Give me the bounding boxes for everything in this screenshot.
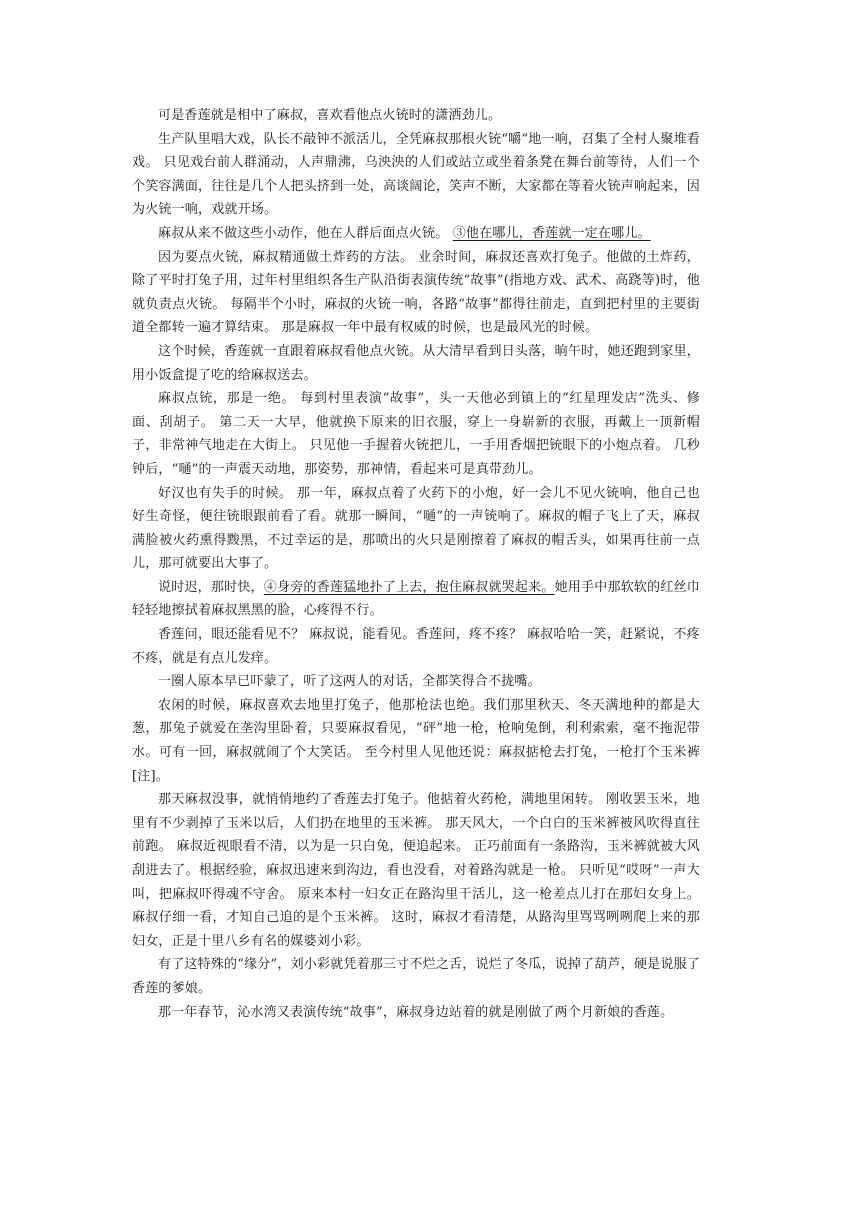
paragraph [132, 340, 700, 387]
underlined-sentence: ④身旁的香莲猛地扑了上去，抱住麻叔就哭起来。 [263, 579, 555, 595]
text-run: 这个时候，香莲就一直跟着麻叔看他点火铳。从大清早看到日头落，晌午时，她还跑到家里，用小饭盒提了吃的给麻叔送去。 [132, 343, 700, 383]
paragraph [132, 222, 700, 246]
paragraph [132, 576, 700, 623]
text-run: 麻叔点铳，那是一绝。 每到村里表演“故事”，头一天他必到镇上的“红星理发店”洗头、修面、刮胡子。 第二天一大早，他就换下原来的旧衣服，穿上一身崭新的衣服，再戴上一顶新帽子，非常神气地走在大街上。 只见他一手握着火铳把儿，一手用香烟把铳眼下的小炮点着。 几秒钟后，“嗵”的一声震天动地，那姿势，那神情，看起来可是真带劲儿。 [132, 391, 700, 477]
paragraph [132, 246, 700, 340]
paragraph [132, 128, 700, 222]
text-run: 麻叔从来不做这些小动作，他在人群后面点火铳。 [158, 225, 453, 241]
paragraph [132, 387, 700, 481]
paragraph [132, 953, 700, 1000]
text-run: 说时迟，那时快， [158, 579, 264, 595]
text-run: 可是香莲就是相中了麻叔，喜欢看他点火铳时的潇洒劲儿。 [158, 108, 502, 123]
paragraph [132, 104, 700, 128]
text-run: 那一年春节，沁水湾又表演传统“故事”，麻叔身边站着的就是刚做了两个月新娘的香莲。 [158, 1004, 674, 1020]
text-run: 有了这特殊的“缘分”，刘小彩就凭着那三寸不烂之舌，说烂了冬瓜，说掉了葫芦，硬是说服了香莲的爹娘。 [132, 957, 700, 996]
text-run: 一圈人原本早已吓蒙了，听了这两人的对话，全都笑得合不拢嘴。 [158, 674, 541, 690]
paragraph [132, 1001, 700, 1025]
text-run: 因为要点火铳，麻叔精通做土炸药的方法。 业余时间，麻叔还喜欢打兔子。他做的土炸药，除了平时打兔子用，过年村里组织各生产队沿街表演传统“故事”(指地方戏、武术、高跷等)时，他就负责点火铳。 每隔半个小时，麻叔的火铳一响，各路“故事”都得往前走，直到把村里的主要街道全都转一遍才算结束。 那是麻叔一年中最有权威的时候，也是最风光的时候。 [132, 249, 700, 336]
paragraph [132, 694, 700, 788]
text-run: 好汉也有失手的时候。 那一年，麻叔点着了火药下的小炮，好一会儿不见火铳响，他自己也好生奇怪，便往铳眼跟前看了看。就那一瞬间，“嗵”的一声铳响了。麻叔的帽子飞上了天，麻叔满脸被火药熏得黢黑，不过幸运的是，那喷出的火只是刚擦着了麻叔的帽舌头，如果再往前一点儿，那可就要出大事了。 [132, 485, 700, 572]
text-run: 那天麻叔没事，就悄悄地约了香莲去打兔子。他掂着火药枪，满地里闲转。 刚收罢玉米，地里有不少剥掉了玉米以后，人们扔在地里的玉米裤。 那天风大，一个白白的玉米裤被风吹得直往前跑。 麻叔近视眼看不清，以为是一只白兔，便追起来。 正巧前面有一条路沟，玉米裤就被大风刮进去了。根据经验，麻叔迅速来到沟边，看也没看，对着路沟就是一枪。 只听见“哎呀”一声大叫，把麻叔吓得魂不守舍。 原来本村一妇女正在路沟里干活儿，这一枪差点儿打在那妇女身上。麻叔仔细一看，才知自己追的是个玉米裤。 这时，麻叔才看清楚，从路沟里骂骂咧咧爬上来的那妇女，正是十里八乡有名的媒婆刘小彩。 [132, 792, 700, 949]
paragraph [132, 623, 700, 670]
text-run: 她用手中那软软的红丝巾轻轻地擦拭着麻叔黑黑的脸，心疼得不行。 [132, 579, 701, 619]
underlined-sentence: ③他在哪儿，香莲就一定在哪儿。 [452, 225, 651, 241]
paragraph [132, 788, 700, 953]
text-run: 香莲问，眼还能看见不？ 麻叔说，能看见。香莲问，疼不疼？ 麻叔哈哈一笑，赶紧说，不疼不疼，就是有点儿发痒。 [132, 627, 700, 666]
paragraph [132, 670, 700, 694]
text-run: 农闲的时候，麻叔喜欢去地里打兔子，他那枪法也绝。我们那里秋天、冬天满地种的都是大葱，那兔子就爱在垄沟里卧着，只要麻叔看见，“砰”地一枪，枪响兔倒，利利索索，毫不拖泥带水。可有一回，麻叔就闹了个大笑话。 至今村里人见他还说：麻叔掂枪去打兔，一枪打个玉米裤[注]。 [132, 697, 700, 784]
text-run: 生产队里唱大戏，队长不敲钟不派活儿，全凭麻叔那根火铳“嚼”地一响，召集了全村人聚堆看戏。 只见戏台前人群涌动，人声鼎沸，乌泱泱的人们或站立或坐着条凳在舞台前等待，人们一个个笑容满面，往往是几个人把头挤到一处，高谈阔论，笑声不断，大家都在等着火铳声响起来，因为火铳一响，戏就开场。 [132, 131, 700, 218]
paragraph [132, 482, 700, 576]
story-text [132, 104, 700, 1024]
